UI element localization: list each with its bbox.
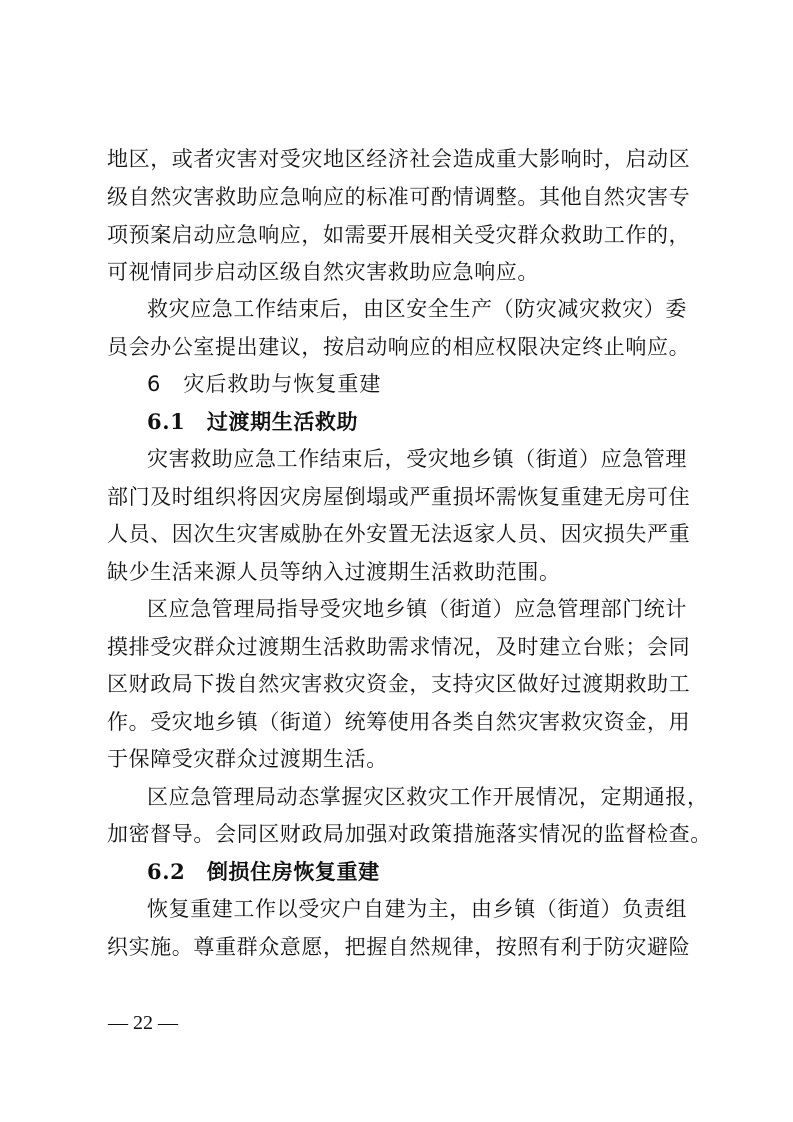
body-text-line: 区财政局下拨自然灾害救灾资金，支持灾区做好过渡期救助工: [107, 672, 691, 696]
body-text-line: 作。受灾地乡镇（街道）统筹使用各类自然灾害救灾资金，用: [107, 710, 691, 734]
paragraph-first-line: 救灾应急工作结束后，由区安全生产（防灾减灾救灾）委: [147, 297, 687, 321]
body-text-line: 员会办公室提出建议，按启动响应的相应权限决定终止响应。: [107, 335, 691, 359]
body-text-line: 织实施。尊重群众意愿，把握自然规律，按照有利于防灾避险: [107, 935, 691, 959]
body-text-line: 人员、因次生灾害威胁在外安置无法返家人员、因灾损失严重: [107, 522, 691, 546]
subsection-heading: 6.2 倒损住房恢复重建: [147, 859, 380, 884]
paragraph-first-line: 区应急管理局动态掌握灾区救灾工作开展情况，定期通报，: [147, 785, 709, 809]
body-text-line: 级自然灾害救助应急响应的标准可酌情调整。其他自然灾害专: [107, 185, 691, 209]
page-number: — 22 —: [108, 1012, 178, 1034]
body-text-line: 地区，或者灾害对受灾地区经济社会造成重大影响时，启动区: [107, 147, 691, 171]
body-text-line: 项预案启动应急响应，如需要开展相关受灾群众救助工作的，: [107, 223, 691, 247]
paragraph-first-line: 区应急管理局指导受灾地乡镇（街道）应急管理部门统计: [147, 597, 687, 621]
paragraph-first-line: 灾害救助应急工作结束后，受灾地乡镇（街道）应急管理: [147, 447, 687, 471]
body-text-line: 加密督导。会同区财政局加强对政策措施落实情况的监督检查。: [107, 822, 712, 846]
body-text-line: 可视情同步启动区级自然灾害救助应急响应。: [107, 260, 539, 284]
subsection-heading: 6.1 过渡期生活救助: [147, 409, 359, 434]
body-text-line: 摸排受灾群众过渡期生活救助需求情况，及时建立台账；会同: [107, 635, 691, 659]
section-heading: 6 灾后救助与恢复重建: [147, 372, 382, 396]
body-text-line: 缺少生活来源人员等纳入过渡期生活救助范围。: [107, 560, 561, 584]
paragraph-first-line: 恢复重建工作以受灾户自建为主，由乡镇（街道）负责组: [147, 897, 687, 921]
body-text-line: 部门及时组织将因灾房屋倒塌或严重损坏需恢复重建无房可住: [107, 485, 691, 509]
body-text-line: 于保障受灾群众过渡期生活。: [107, 747, 388, 771]
